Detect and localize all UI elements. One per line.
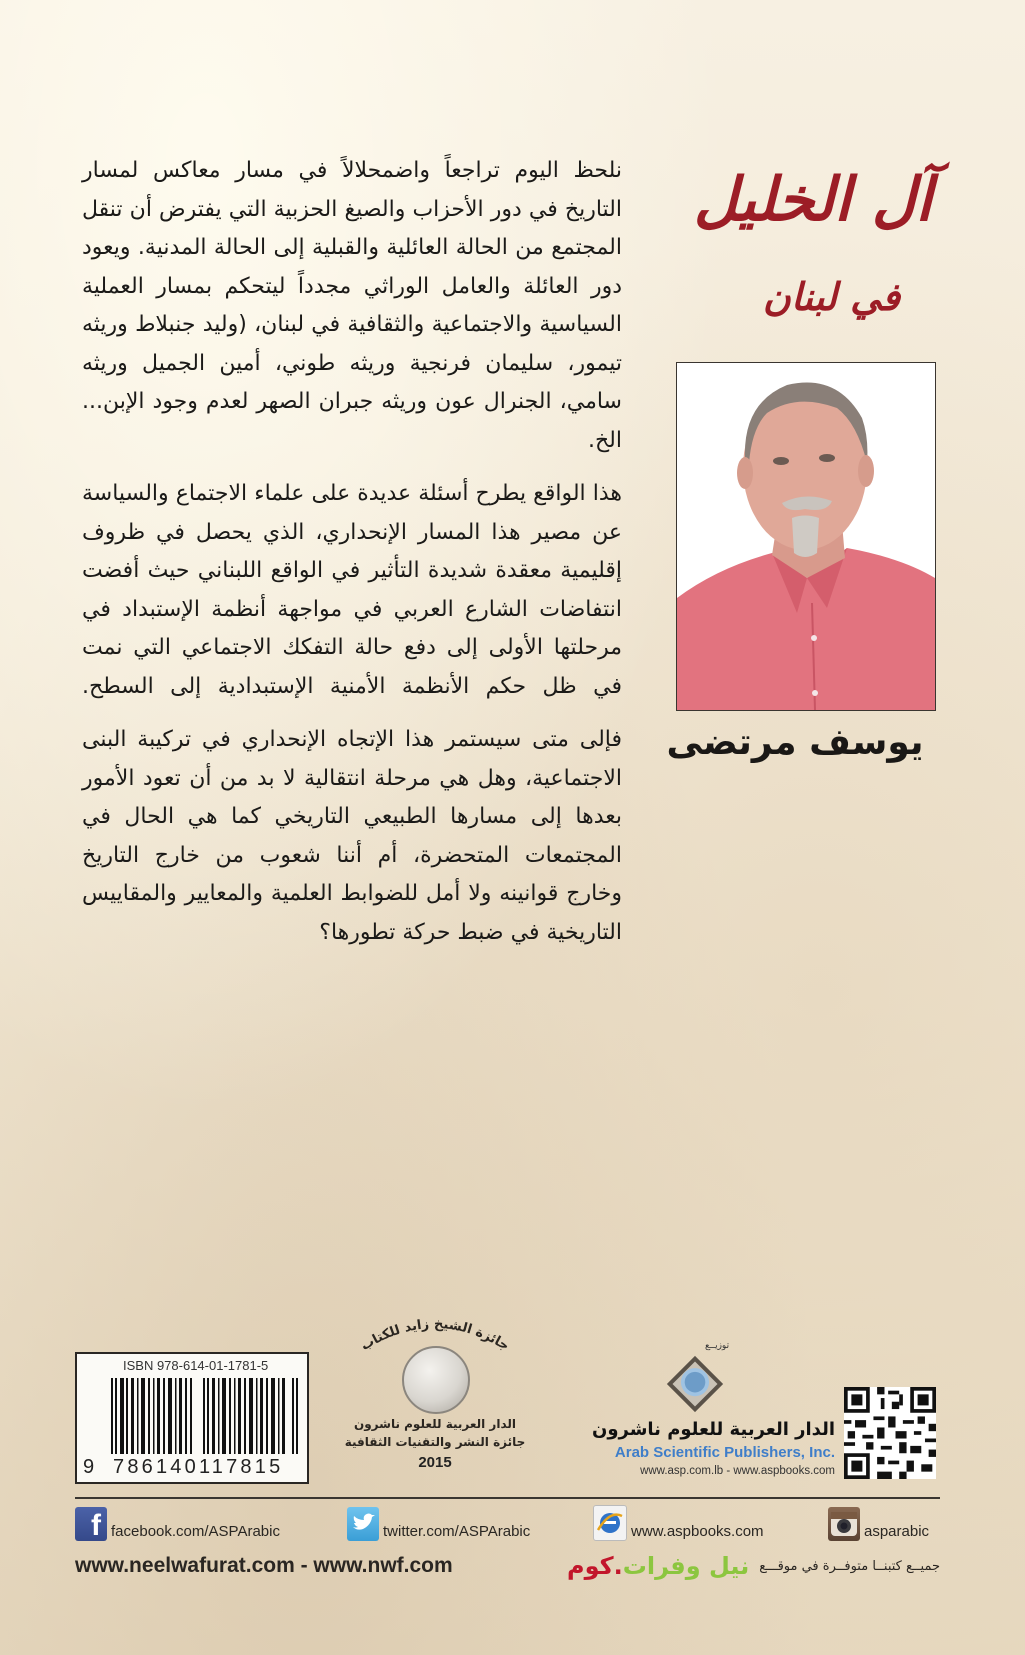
neelwafurat-logo-suffix: .كوم <box>567 1552 623 1580</box>
award-line-2: جائزة النشر والتقنيات الثقافية <box>344 1435 526 1449</box>
award-year: 2015 <box>418 1454 452 1471</box>
social-twitter[interactable] <box>347 1505 530 1541</box>
back-cover-blurb <box>82 152 622 967</box>
isbn-digits-row <box>83 1456 301 1478</box>
award-line-1: الدار العربية للعلوم ناشرون <box>353 1417 517 1431</box>
social-label: twitter.com/ASPArabic <box>383 1523 531 1540</box>
publisher-name-arabic: الدار العربية للعلوم ناشرون <box>591 1419 835 1440</box>
isbn-barcode <box>75 1352 309 1484</box>
book-title-block <box>640 160 940 340</box>
svg-text:جائزة الشيخ زايد للكتاب: جائزة الشيخ زايد للكتاب <box>358 1316 512 1352</box>
book-subtitle: في لبنان <box>762 274 900 319</box>
book-title: آل الخليل <box>693 165 932 235</box>
bookstore-availability-text: جميــع كتبنــا متوفــرة في موقـــع <box>759 1558 940 1574</box>
footer-bookstore-line <box>75 1551 940 1581</box>
publisher-name-english: Arab Scientific Publishers, Inc. <box>614 1444 835 1461</box>
blurb-paragraph: فإلى متى سيستمر هذا الإتجاه الإنحداري في تركيبة البنى الاجتماعية، وهل هي مرحلة انتقالية لا بد من أن تعود الأمور بعدها إلى مسارها الطبيعي التاريخي كما هي الحال في المجتمعات المتحضرة، أم أننا شعوب من خارج التاريخ وخارج قوانينه ولا أمل للضوابط العلمية والمعايير والمقاييس التاريخية في ضبط حركة تطورها؟ <box>82 727 622 945</box>
facebook-icon: f <box>75 1507 107 1541</box>
neelwafurat-logo <box>567 1552 749 1580</box>
publisher-block <box>555 1340 835 1488</box>
qr-code <box>844 1387 936 1479</box>
author-name: يوسف مرتضى <box>666 722 924 763</box>
social-label: asparabic <box>864 1523 930 1540</box>
internet-explorer-icon <box>593 1505 627 1541</box>
blurb-paragraph: هذا الواقع يطرح أسئلة عديدة على علماء الاجتماع والسياسة عن مصير هذا المسار الإنحداري، الذي يحصل في ظروف إقليمية معقدة شديدة التأثير في الواقع اللبناني حيث أفضت انتفاضات الشارع العربي في مواجهة أنظمة الإستبداد في مرحلتها الأولى إلى دفع حالة التفكك الاجتماعي التي نمت في ظل حكم الأنظمة الأمنية الإستبدادية إلى السطح. <box>82 481 622 699</box>
bookstore-urls[interactable]: www.neelwafurat.com - www.nwf.com <box>75 1554 453 1577</box>
publisher-logo-icon <box>665 1354 725 1414</box>
award-medal-icon <box>402 1346 470 1414</box>
blurb-paragraph: نلحظ اليوم تراجعاً واضمحلالاً في مسار معاكس لمسار التاريخ في دور الأحزاب والصيغ الحزبية التي يفترض أن تنقل المجتمع من الحالة العائلية والقبلية إلى الحالة المدنية. ويعود دور العائلة والعامل الوراثي مجدداً ليتحكم بمسار العملية السياسية والاجتماعية والثقافية في لبنان، (وليد جنبلاط وريثه تيمور، سليمان فرنجية وريثه طوني، أمين الجميل وريثه سامي، الجنرال عون وريثه جبران الصهر لعدم وجود الإبن... الخ. <box>82 158 622 453</box>
bookstore-promo <box>567 1552 940 1580</box>
sheikh-zayed-award <box>330 1312 540 1490</box>
neelwafurat-logo-name: نيل وفرات <box>622 1552 750 1580</box>
author-photo <box>676 362 936 711</box>
social-website[interactable] <box>593 1505 764 1541</box>
social-facebook[interactable] <box>75 1505 280 1541</box>
instagram-icon <box>828 1507 860 1541</box>
footer-divider <box>75 1497 940 1499</box>
barcode-bars <box>111 1378 301 1454</box>
author-portrait-illustration <box>677 363 935 710</box>
twitter-icon <box>347 1507 379 1541</box>
social-label: facebook.com/ASPArabic <box>111 1523 280 1540</box>
distribution-label: توزيــع <box>705 1341 730 1351</box>
isbn-label: ISBN 978-614-01-1781-5 <box>123 1358 269 1373</box>
publisher-websites: www.asp.com.lb - www.aspbooks.com <box>640 1465 835 1477</box>
social-instagram[interactable] <box>828 1505 929 1541</box>
isbn-lead-digit: 9 <box>83 1456 95 1478</box>
social-label: www.aspbooks.com <box>631 1523 764 1540</box>
isbn-digits: 786140117815 <box>113 1456 284 1478</box>
